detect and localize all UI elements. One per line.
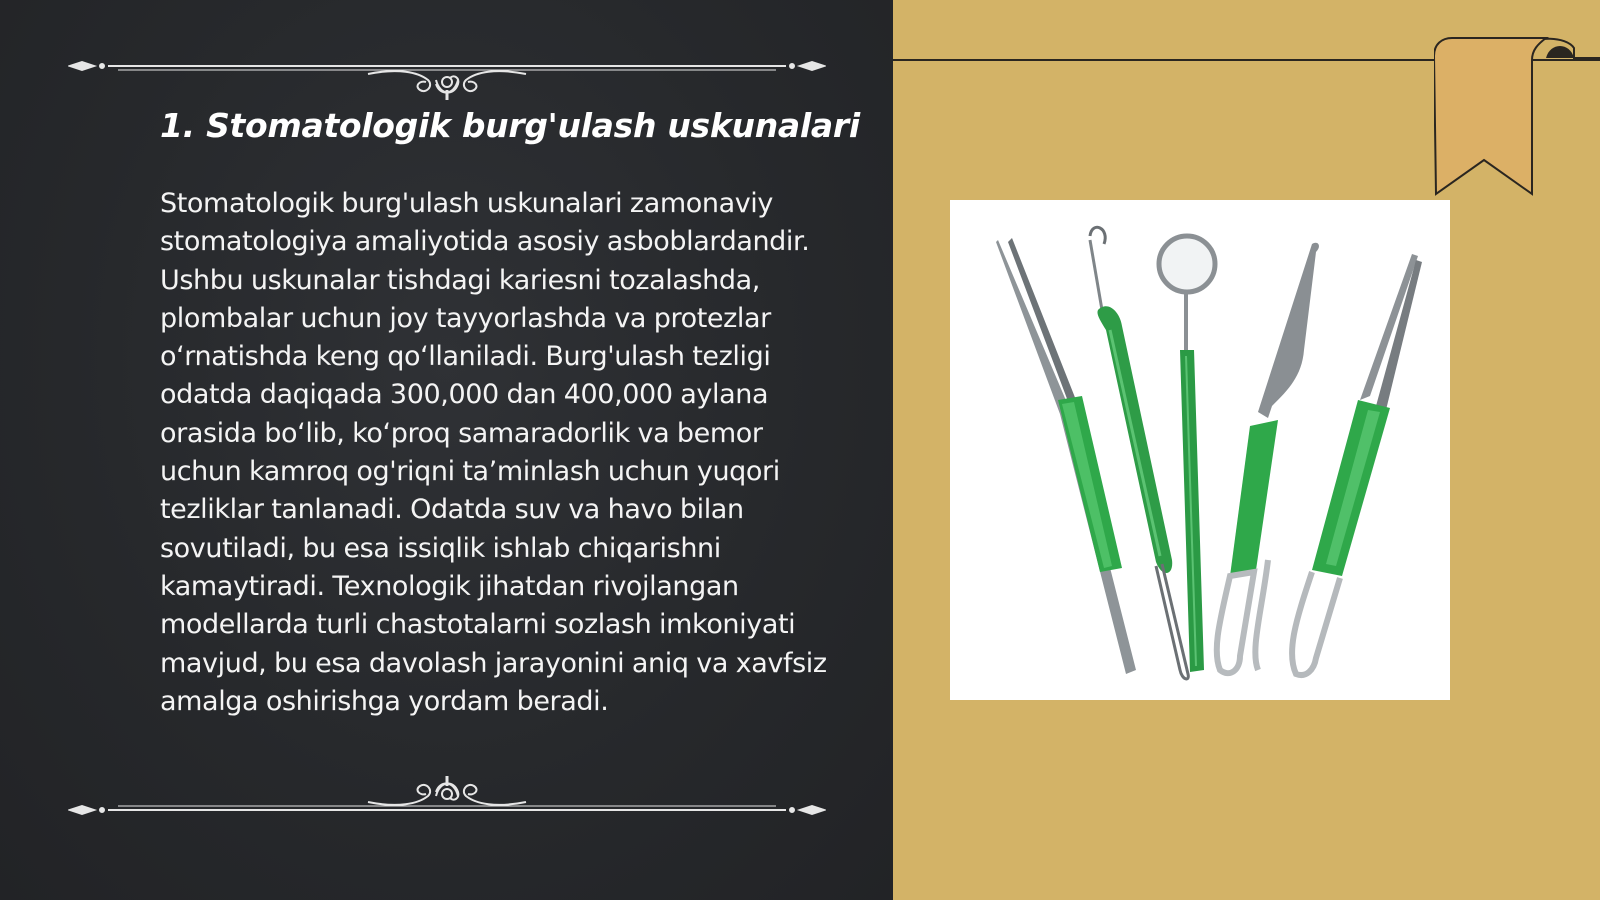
slide-body-text: Stomatologik burg'ulash uskunalari zamonaviy stomatologiya amaliyotida asosiy asboblardandir. Ushbu uskunalar tishdagi kariesni tozalashda, plombalar uchun joy tayyorlashda va protezlar o‘rnatishda keng qo‘llaniladi. Burg'ulash tezligi odatda daqiqada 300,000 dan 400,000 aylana orasida bo‘lib, ko‘proq samaradorlik va bemor uchun kamroq og'riqni ta’minlash uchun yuqori tezliklar tanlanadi. Odatda suv va havo bilan sovutiladi, bu esa issiqlik ishlab chiqarishni kamaytiradi. Texnologik jihatdan rivojlangan modellarda turli chastotalarni sozlash imkoniyati mavjud, bu esa davolash jarayonini aniq va xavfsiz amalga oshirishga yordam beradi. [160, 188, 827, 717]
dental-instruments-icon [950, 200, 1450, 700]
bottom-ornament-divider [68, 772, 826, 822]
dental-instruments-photo [950, 200, 1450, 700]
bookmark-ribbon-icon [1434, 36, 1600, 201]
top-ornament-divider [68, 52, 826, 102]
slide-title: 1. Stomatologik burg'ulash uskunalari [160, 106, 860, 145]
